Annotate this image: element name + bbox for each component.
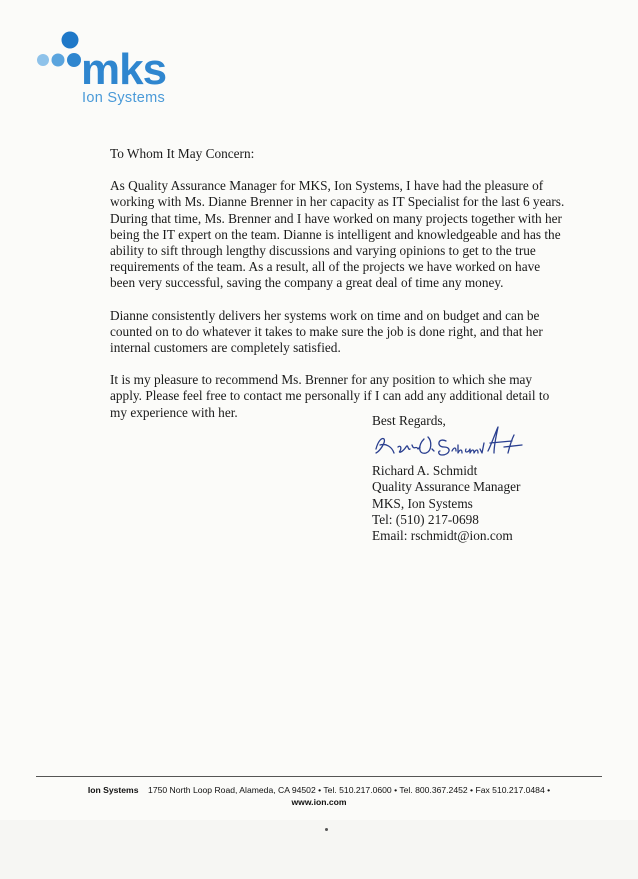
- signer-title: Quality Assurance Manager: [372, 479, 521, 495]
- handwritten-signature: [372, 423, 542, 465]
- signer-company: MKS, Ion Systems: [372, 495, 473, 511]
- signer-name: Richard A. Schmidt: [372, 463, 478, 478]
- paragraph: Dianne consistently delivers her systems work on time and on budget and can be counted on to do whatever it takes to make sure the job is done right, and that her internal customers are completely satisfied.: [110, 307, 543, 356]
- footer-brand: Ion Systems: [87, 785, 139, 795]
- closing: Best Regards,: [372, 413, 446, 428]
- logo-subtitle: Ion Systems: [82, 90, 166, 106]
- paragraph: As Quality Assurance Manager for MKS, Ion Systems, I have had the pleasure of working with Ms. Dianne Brenner in her capacity as IT Specialist for the last 6 years. During that time, Ms. Brenner and I have worked on many projects together with her being the IT expert on the team. Dianne is intelligent and knowledgeable and has the ability to sift through lengthy discussions and varying opinions to get to the true requirements of the team. As a result, all of the projects we have worked on have been very successful, saving the company a great deal of time any money.: [110, 178, 565, 291]
- signer-phone: Tel: (510) 217-0698: [372, 511, 479, 527]
- signer-email[interactable]: Email: rschmidt@ion.com: [372, 528, 513, 544]
- signature-block: [372, 413, 521, 544]
- letterhead-footer: [0, 784, 638, 808]
- company-logo: [36, 30, 186, 110]
- signature-details: [372, 463, 520, 544]
- footer-divider: [36, 776, 602, 777]
- salutation: To Whom It May Concern:: [110, 146, 255, 161]
- footer-address: 1750 North Loop Road, Alameda, CA 94502 • Tel. 510.217.0600 • Tel. 800.367.2452 • Fax 510.217.0484 •: [148, 785, 551, 795]
- footer-website-link[interactable]: www.ion.com: [291, 797, 347, 807]
- logo-wordmark: mks: [81, 45, 167, 94]
- scan-margin: [0, 820, 638, 879]
- scan-artifact: [325, 828, 328, 831]
- paragraph: It is my pleasure to recommend Ms. Brenner for any position to which she may apply. Please feel free to contact me personally if I can add any additional detail to my experience with her.: [110, 372, 550, 420]
- letter-body: [110, 146, 565, 437]
